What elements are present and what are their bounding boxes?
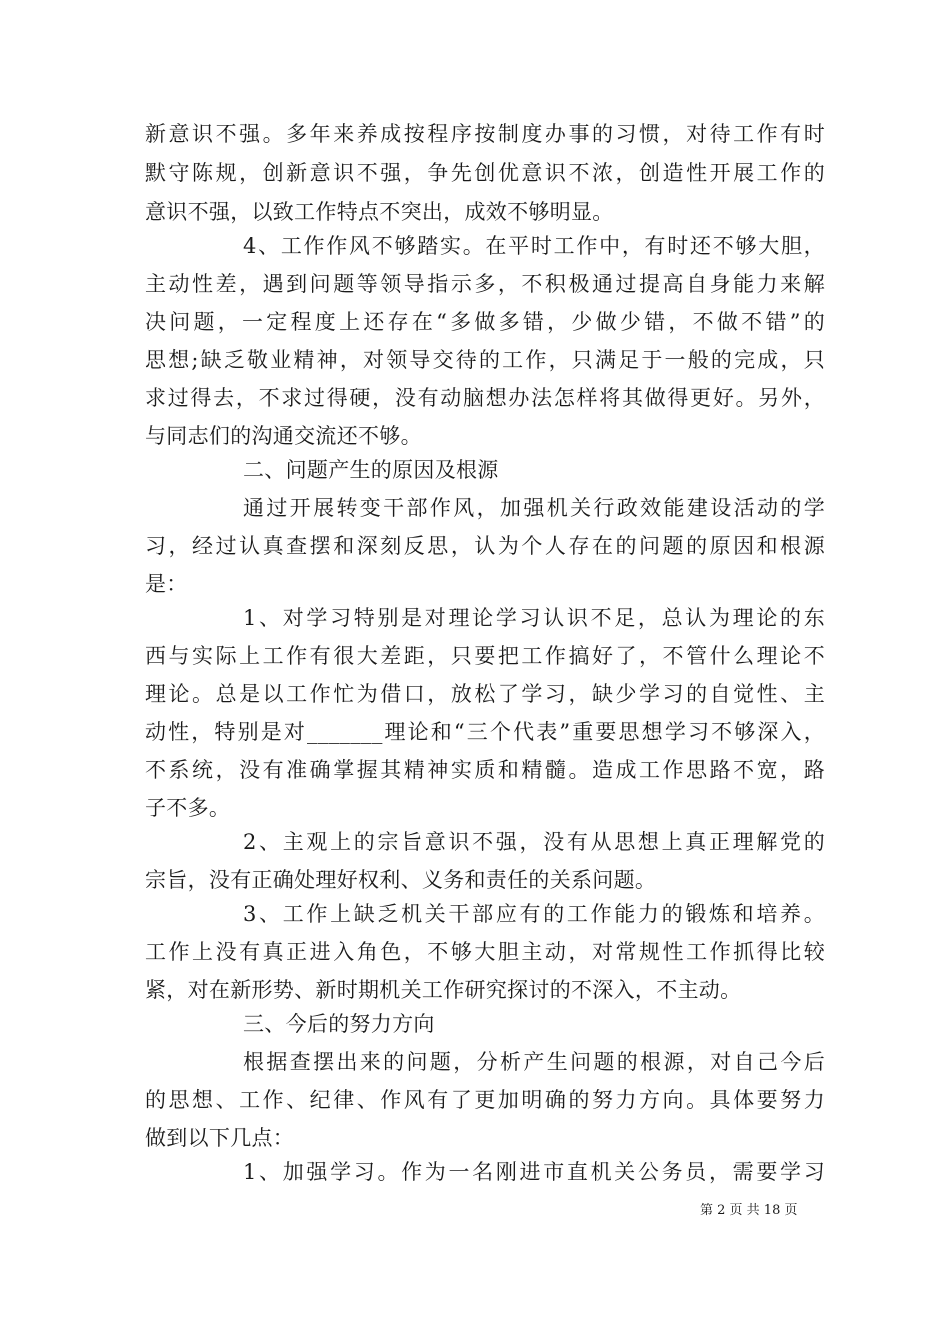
text-line: 的思想、工作、纪律、作风有了更加明确的努力方向。具体要努力 [145,1088,825,1112]
text-line: 意识不强，以致工作特点不突出，成效不够明显。 [145,200,614,224]
text-line: 1、对学习特别是对理论学习认识不足，总认为理论的东 [243,606,825,630]
text-line: 工作上没有真正进入角色，不够大胆主动，对常规性工作抓得比较 [145,940,825,964]
text-line: 子不多。 [145,796,231,820]
text-line: 紧，对在新形势、新时期机关工作研究探讨的不深入，不主动。 [145,978,742,1002]
text-line: 决问题，一定程度上还存在“多做多错，少做少错，不做不错”的 [145,310,825,334]
text-line: 不系统，没有准确掌握其精神实质和精髓。造成工作思路不宽，路 [145,758,825,782]
text-line: 新意识不强。多年来养成按程序按制度办事的习惯，对待工作有时 [145,122,825,146]
text-line: 通过开展转变干部作风，加强机关行政效能建设活动的学 [243,496,825,520]
text-line: 与同志们的沟通交流还不够。 [145,424,422,448]
text-line: 做到以下几点： [145,1126,295,1150]
text-line: 4、工作作风不够踏实。在平时工作中，有时还不够大胆， [243,234,825,258]
section-heading: 三、今后的努力方向 [243,1012,435,1036]
text-line: 习，经过认真查摆和深刻反思，认为个人存在的问题的原因和根源 [145,534,825,558]
text-line: 根据查摆出来的问题，分析产生问题的根源，对自己今后 [243,1050,825,1074]
text-line: 主动性差，遇到问题等领导指示多，不积极通过提高自身能力来解 [145,272,825,296]
text-line: 西与实际上工作有很大差距，只要把工作搞好了，不管什么理论不 [145,644,825,668]
section-heading: 二、问题产生的原因及根源 [243,458,499,482]
text-line: 2、主观上的宗旨意识不强，没有从思想上真正理解党的 [243,830,825,854]
text-line: 理论。总是以工作忙为借口，放松了学习，缺少学习的自觉性、主 [145,682,825,706]
text-line: 求过得去，不求过得硬，没有动脑想办法怎样将其做得更好。另外， [145,386,825,410]
text-line: 1、加强学习。作为一名刚进市直机关公务员，需要学习 [243,1160,825,1184]
page-number-footer: 第 2 页 共 18 页 [700,1203,798,1218]
text-line: 宗旨，没有正确处理好权利、义务和责任的关系问题。 [145,868,657,892]
text-line: 3、工作上缺乏机关干部应有的工作能力的锻炼和培养。 [243,902,825,926]
text-line: 动性，特别是对_______理论和“三个代表”重要思想学习不够深入， [145,720,825,744]
text-line: 是： [145,572,188,596]
text-line: 默守陈规，创新意识不强，争先创优意识不浓，创造性开展工作的 [145,161,825,185]
text-line: 思想;缺乏敬业精神，对领导交待的工作，只满足于一般的完成，只 [145,348,825,372]
